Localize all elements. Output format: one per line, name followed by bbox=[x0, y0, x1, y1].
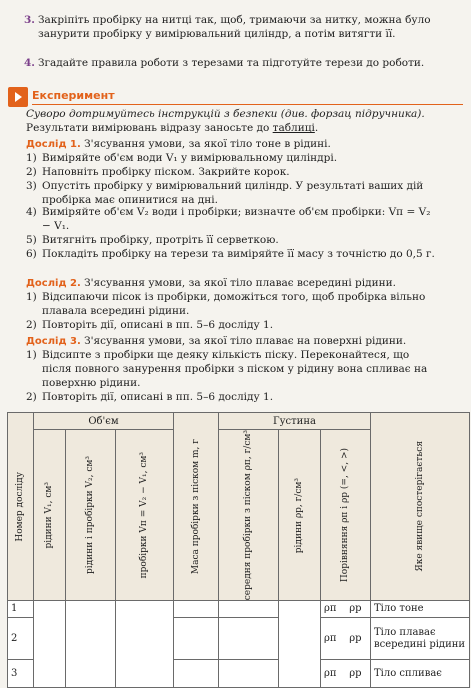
rho-tube: ρп bbox=[324, 603, 337, 615]
safety-note: Суворо дотримуйтесь інструкцій з безпеки (див. форзац підручника). bbox=[26, 108, 425, 120]
intro-item-3 bbox=[24, 13, 448, 41]
exp1-step bbox=[26, 151, 456, 165]
rho-tube: ρп bbox=[324, 667, 337, 679]
results-note bbox=[26, 121, 456, 135]
results-note-text: Результати вимірювань відразу заносьте до bbox=[26, 122, 273, 134]
header-avg-density bbox=[219, 430, 279, 601]
header-compare bbox=[321, 430, 371, 601]
exp2-step bbox=[26, 318, 456, 332]
header-liquid-volume bbox=[34, 430, 66, 601]
exp1-step bbox=[26, 205, 456, 232]
header-text: рідини V₁, см³ bbox=[44, 481, 54, 549]
results-table bbox=[7, 412, 470, 688]
step-number: 4) bbox=[26, 206, 37, 218]
exp3-title: Дослід 3. bbox=[26, 336, 81, 347]
section-title: Експеримент bbox=[32, 89, 115, 102]
compare-cell[interactable] bbox=[321, 660, 371, 688]
table-link[interactable]: таблиці bbox=[272, 122, 315, 134]
rho-liquid: ρр bbox=[349, 667, 362, 679]
input-cell[interactable] bbox=[279, 601, 321, 688]
step-text: Покладіть пробірку на терези та виміряйте її масу з точністю до 0,5 г. bbox=[42, 248, 435, 260]
exp2-step bbox=[26, 290, 456, 317]
exp1-step bbox=[26, 247, 456, 261]
results-note-end: . bbox=[314, 122, 319, 134]
exp3-heading bbox=[26, 334, 456, 349]
exp2-goal: З'ясування умови, за якої тіло плаває всередині рідини. bbox=[80, 277, 396, 289]
header-text: Номер досліду bbox=[15, 471, 25, 542]
rho-liquid: ρр bbox=[349, 632, 362, 644]
exp1-goal: З'ясування умови, за якої тіло тоне в рідині. bbox=[80, 138, 331, 150]
header-tube-volume bbox=[116, 430, 174, 601]
step-number: 2) bbox=[26, 166, 37, 178]
row-number: 1 bbox=[8, 601, 34, 618]
exp1-title: Дослід 1. bbox=[26, 139, 81, 150]
header-liquid-density bbox=[279, 430, 321, 601]
compare-cell[interactable] bbox=[321, 601, 371, 618]
step-number: 1) bbox=[26, 152, 37, 164]
step-text: Відсипаючи пісок із пробірки, доможіться того, щоб пробірка вільно плавала всередині рідини. bbox=[42, 291, 426, 317]
intro-item-text: Згадайте правила роботи з терезами та підготуйте терези до роботи. bbox=[38, 57, 425, 69]
exp2-heading bbox=[26, 276, 456, 291]
header-phenomenon bbox=[371, 413, 470, 601]
intro-item-number: 4. bbox=[24, 57, 35, 69]
section-header bbox=[8, 87, 463, 107]
exp1-step bbox=[26, 165, 456, 179]
header-test-number bbox=[8, 413, 34, 601]
exp3-step bbox=[26, 348, 456, 389]
header-text: пробірки Vп = V₂ − V₁, см³ bbox=[139, 451, 149, 579]
step-number: 6) bbox=[26, 248, 37, 260]
table-row bbox=[8, 601, 470, 618]
header-density: Густина bbox=[219, 413, 371, 430]
phenomenon-cell: Тіло тоне bbox=[371, 601, 470, 618]
step-text: Виміряйте об'єм V₂ води і пробірки; визначте об'єм пробірки: Vп = V₂ − V₁. bbox=[42, 206, 431, 232]
step-text: Повторіть дії, описані в пп. 5–6 досліду 1. bbox=[42, 319, 274, 331]
exp3-goal: З'ясування умови, за якої тіло плаває на поверхні рідини. bbox=[80, 335, 407, 347]
exp2-title: Дослід 2. bbox=[26, 278, 81, 289]
header-text: Маса пробірки з піском m, г bbox=[190, 439, 201, 575]
step-text: Виміряйте об'єм води V₁ у вимірювальному циліндрі. bbox=[42, 152, 338, 164]
input-cell[interactable] bbox=[66, 601, 116, 688]
step-number: 1) bbox=[26, 349, 37, 361]
exp1-step bbox=[26, 233, 456, 247]
step-text: Опустіть пробірку у вимірювальний циліндр. У результаті ваших дій пробірка має опинитися на дні. bbox=[42, 180, 424, 206]
step-number: 5) bbox=[26, 234, 37, 246]
row-number: 2 bbox=[8, 618, 34, 660]
input-cell[interactable] bbox=[34, 601, 66, 688]
step-text: Витягніть пробірку, протріть її серветкою. bbox=[42, 234, 279, 246]
intro-item-4 bbox=[24, 56, 448, 70]
intro-item-number: 3. bbox=[24, 14, 35, 26]
intro-item-text: Закріпіть пробірку на нитці так, щоб, тримаючи за нитку, можна було занурити пробірку у вимірювальний циліндр, а потім витягти її. bbox=[38, 14, 431, 40]
input-cell[interactable] bbox=[174, 601, 219, 618]
input-cell[interactable] bbox=[116, 601, 174, 688]
header-mass bbox=[174, 413, 219, 601]
header-volume: Об'єм bbox=[34, 413, 174, 430]
header-text: рідини і пробірки V₂, см³ bbox=[85, 456, 95, 575]
step-number: 2) bbox=[26, 319, 37, 331]
play-arrow-icon bbox=[8, 87, 28, 107]
step-text: Повторіть дії, описані в пп. 5–6 досліду 1. bbox=[42, 391, 274, 403]
header-text: рідини ρр, г/см³ bbox=[294, 477, 304, 553]
phenomenon-cell: Тіло спливає bbox=[371, 660, 470, 688]
step-number: 3) bbox=[26, 180, 37, 192]
row-number: 3 bbox=[8, 660, 34, 688]
step-text: Наповніть пробірку піском. Закрийте корок. bbox=[42, 166, 290, 178]
header-text: середня пробірки з піском ρп, г/см³ bbox=[243, 430, 253, 601]
section-divider bbox=[32, 104, 463, 105]
input-cell[interactable] bbox=[219, 660, 279, 688]
exp1-step bbox=[26, 179, 456, 206]
header-text: Порівняння ρп і ρр (=, <, >) bbox=[340, 448, 350, 583]
step-number: 1) bbox=[26, 291, 37, 303]
exp1-heading bbox=[26, 137, 456, 152]
input-cell[interactable] bbox=[219, 601, 279, 618]
phenomenon-cell: Тіло плаває всередині рідини bbox=[371, 618, 470, 660]
header-text: Яке явище спостерігається bbox=[414, 441, 425, 572]
input-cell[interactable] bbox=[174, 660, 219, 688]
header-liquid-tube-volume bbox=[66, 430, 116, 601]
step-text: Відсипте з пробірки ще деяку кількість піску. Переконайтеся, що після повного занурення пробірки з піском у рідину вона спливає на поверхню рідини. bbox=[42, 349, 428, 389]
exp3-step bbox=[26, 390, 456, 404]
rho-liquid: ρр bbox=[349, 603, 362, 615]
rho-tube: ρп bbox=[324, 632, 337, 644]
step-number: 2) bbox=[26, 391, 37, 403]
